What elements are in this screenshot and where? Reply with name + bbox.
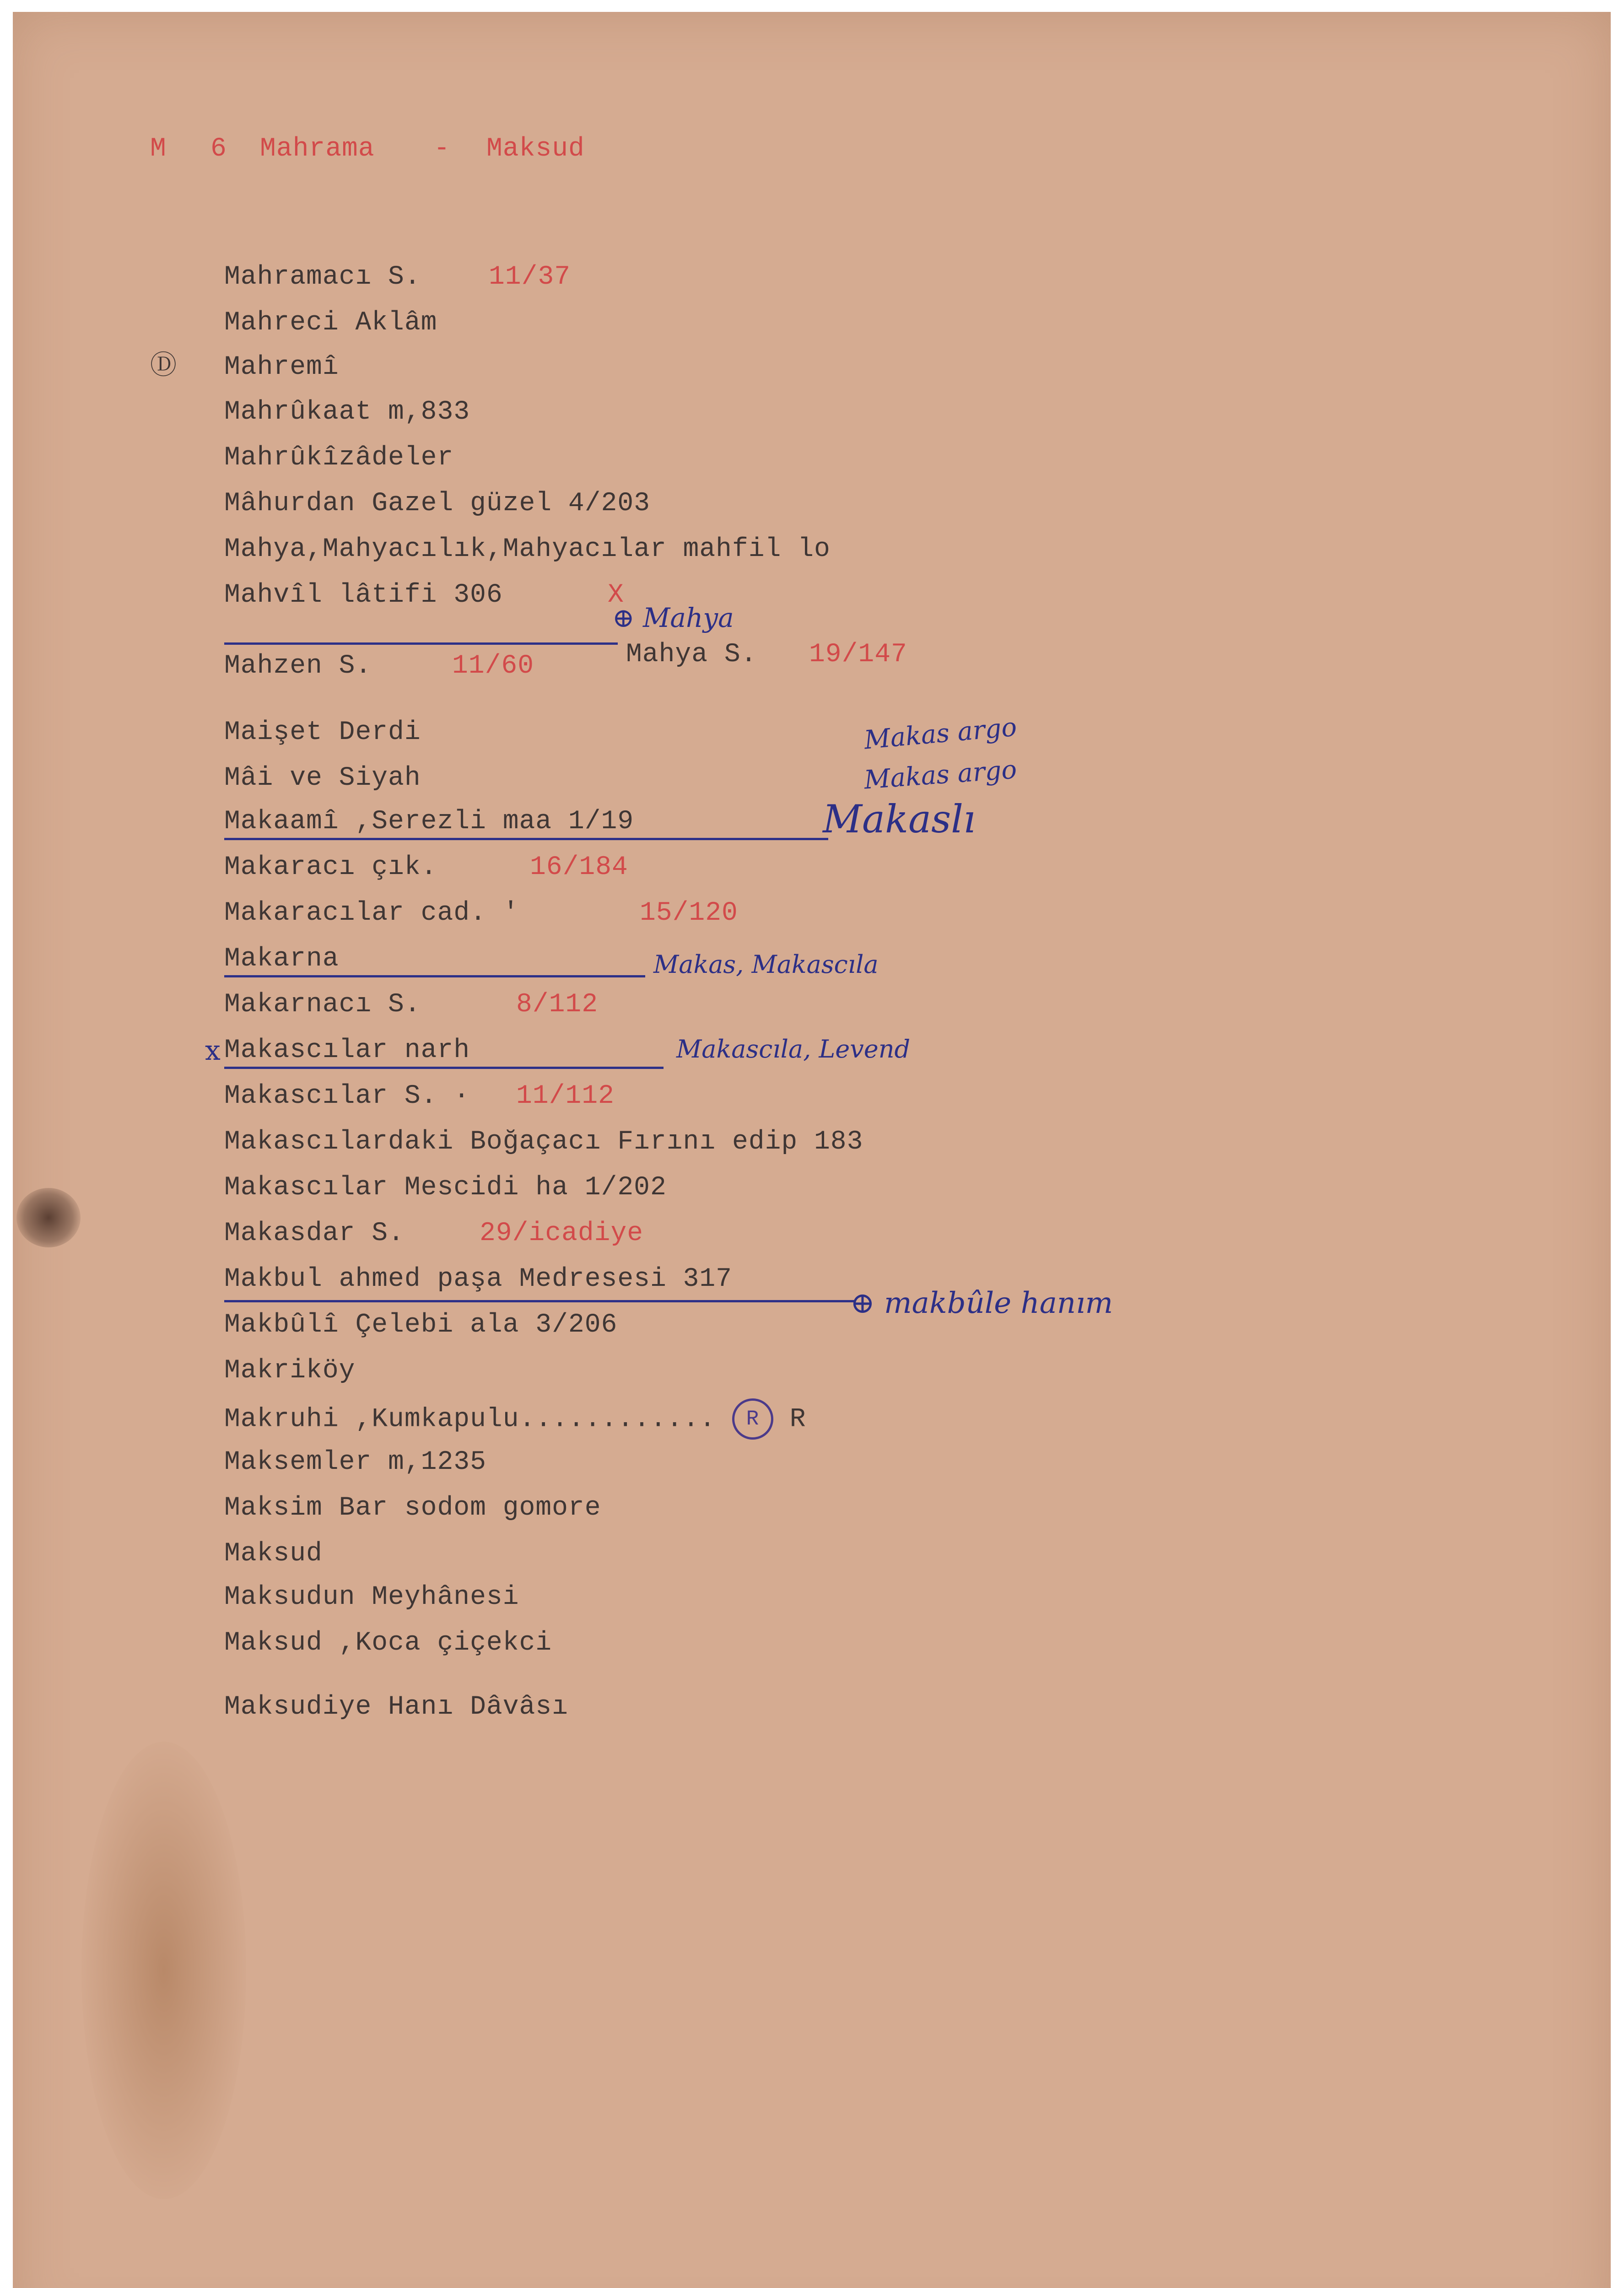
entry-makaami-serezli: Makaamî ,Serezli maa 1/19	[224, 807, 634, 836]
entry-maksud-koca: Maksud ,Koca çiçekci	[224, 1628, 552, 1658]
header-title-start: Mahrama	[260, 134, 375, 164]
underline-mahya	[224, 642, 618, 645]
water-stain	[81, 1742, 246, 2199]
entry-makaraci-cik: Makaracı çık.	[224, 853, 437, 882]
entry-mahrukaat: Mahrûkaat m,833	[224, 397, 470, 427]
margin-mark-x: x	[205, 1035, 221, 1067]
entry-makbuli-celebi: Makbûlî Çelebi ala 3/206	[224, 1310, 618, 1340]
entry-mahurdan-gazel: Mâhurdan Gazel güzel 4/203	[224, 489, 650, 518]
header-dash: -	[434, 134, 450, 164]
entry-makarnaci: Makarnacı S.	[224, 990, 421, 1020]
entry-suffix: R	[789, 1404, 806, 1435]
handwritten-makasli: Makaslı	[823, 797, 976, 842]
entry-ref: 15/120	[640, 898, 738, 928]
entry-text: Makruhi ,Kumkapulu............	[224, 1404, 716, 1435]
entry-text: Mahramacı S.	[224, 262, 421, 292]
entry-mahramaci	[224, 261, 421, 293]
entry-maksim-bar: Maksim Bar sodom gomore	[224, 1493, 601, 1523]
header-letter: M	[150, 134, 167, 164]
header-title-end: Maksud	[486, 134, 585, 164]
handwritten-makbule-note: ⊕ makbûle hanım	[850, 1286, 1113, 1320]
entry-ref: 29/icadiye	[480, 1219, 644, 1248]
entry-makaracilar-cad: Makaracılar cad. '	[224, 898, 519, 928]
underline-makascilar	[224, 1067, 664, 1069]
handwritten-makascilar-note: Makascıla, Levend	[676, 1035, 911, 1063]
entry-makbul-ahmed: Makbul ahmed paşa Medresesi 317	[224, 1264, 732, 1294]
entry-ref: 11/60	[452, 651, 534, 681]
entry-ref: 19/147	[809, 640, 907, 669]
entry-makarna: Makarna	[224, 944, 339, 974]
entry-mahya-mahyacilik: Mahya,Mahyacılık,Mahyacılar mahfil lo	[224, 534, 831, 564]
entry-maiset-derdi: Maişet Derdi	[224, 718, 421, 747]
entry-ref: 11/112	[516, 1081, 615, 1111]
underline-makarna	[224, 975, 645, 977]
entry-maksud: Maksud	[224, 1539, 323, 1569]
entry-makascilardaki: Makascılardaki Boğaçacı Fırını edip 183	[224, 1127, 863, 1157]
handwritten-mahya: ⊕ Mahya	[612, 602, 734, 633]
entry-maksudiye-hani: Maksudiye Hanı Dâvâsı	[224, 1692, 568, 1722]
entry-makascilar-s: Makascılar S. ·	[224, 1081, 470, 1111]
entry-mahrukizadeler: Mahrûkîzâdeler	[224, 443, 454, 473]
entry-ref: 8/112	[516, 990, 599, 1020]
entry-ref: 16/184	[530, 853, 628, 882]
handwritten-makas-argo-1: Makas argo	[863, 712, 1018, 755]
margin-mark-d: Ⓓ	[150, 352, 178, 382]
entry-mahvil: Mahvîl lâtifi 306	[224, 580, 503, 610]
document-sheet	[13, 12, 1611, 2288]
entry-maksemler: Maksemler m,1235	[224, 1447, 486, 1477]
entry-makasdar: Makasdar S.	[224, 1219, 405, 1248]
entry-makrikoy: Makriköy	[224, 1356, 356, 1386]
entry-mahreci-aklam: Mahreci Aklâm	[224, 308, 437, 338]
entry-mark-x: X	[608, 580, 624, 610]
handwritten-makas-argo-2: Makas argo	[863, 755, 1018, 795]
ink-blot	[16, 1188, 81, 1247]
entry-makascilar-narh: Makascılar narh	[224, 1036, 470, 1065]
entry-mahya-s: Mahya S.	[626, 640, 757, 669]
entry-maksudun-meyhanesi: Maksudun Meyhânesi	[224, 1582, 519, 1612]
entry-ref: 11/37	[489, 262, 571, 292]
entry-makascilar-mescidi: Makascılar Mescidi ha 1/202	[224, 1173, 667, 1203]
underline-makaami	[224, 838, 828, 840]
entry-mai-ve-siyah: Mâi ve Siyah	[224, 763, 421, 793]
entry-mahzen: Mahzen S.	[224, 651, 372, 681]
handwritten-makarna-note: Makas, Makascıla	[653, 950, 879, 979]
header-number: 6	[210, 134, 227, 164]
entry-makruhi	[224, 1398, 806, 1440]
circled-r-mark: R	[732, 1398, 773, 1440]
entry-mahremi: Mahremî	[224, 352, 339, 382]
underline-makbul	[224, 1300, 856, 1302]
